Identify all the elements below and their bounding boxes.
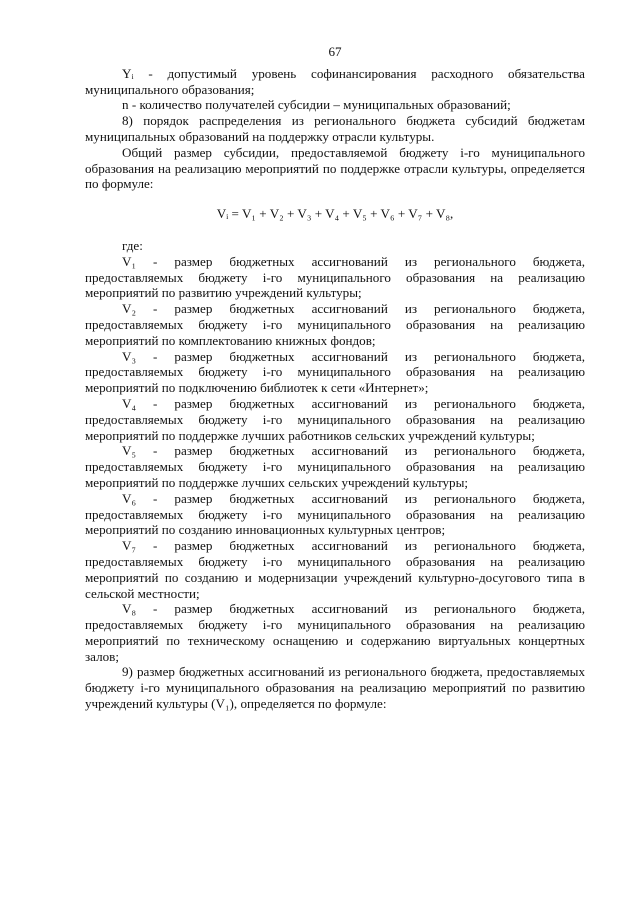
page-number: 67 [328, 44, 342, 59]
definition-v1: V₁ - размер бюджетных ассигнований из регионального бюджета, предоставляемых бюджету i-го муниципального образования на реализацию мероприятий по развитию учреждений культуры; [85, 253, 585, 301]
definition-v6: V₆ - размер бюджетных ассигнований из регионального бюджета, предоставляемых бюджету i-го муниципального образования на реализацию мероприятий по созданию инновационных культурных центров; [85, 490, 585, 538]
definition-v7: V₇ - размер бюджетных ассигнований из регионального бюджета, предоставляемых бюджету i-го муниципального образования на реализацию мероприятий по созданию и модернизации учреждений культурно-досугового типа в сельской местности; [85, 538, 585, 601]
paragraph-n-definition: n - количество получателей субсидии – муниципальных образований; [122, 97, 511, 113]
paragraph-item-9: 9) размер бюджетных ассигнований из регионального бюджета, предоставляемых бюджету i-го муниципального образования на реализацию мероприятий по развитию учреждений культуры (V₁), определяется по формуле: [85, 664, 585, 712]
definition-v5: V₅ - размер бюджетных ассигнований из регионального бюджета, предоставляемых бюджету i-го муниципального образования на реализацию мероприятий по поддержке лучших сельских учреждений культуры; [85, 443, 585, 490]
definition-v2: V₂ - размер бюджетных ассигнований из регионального бюджета, предоставляемых бюджету i-го муниципального образования на реализацию мероприятий по комплектованию книжных фондов; [85, 301, 585, 348]
definition-v3: V₃ - размер бюджетных ассигнований из регионального бюджета, предоставляемых бюджету i-го муниципального образования на реализацию мероприятий по подключению библиотек к сети «Интернет»; [85, 348, 585, 396]
document-page [85, 44, 585, 712]
formula-vi: Vᵢ = V₁ + V₂ + V₃ + V₄ + V₅ + V₆ + V₇ + V₈, [216, 206, 454, 222]
paragraph-total-subsidy: Общий размер субсидии, предоставляемой бюджету i-го муниципального образования на реализацию мероприятий по поддержке отрасли культуры, определяется по формуле: [85, 144, 585, 192]
paragraph-item-8: 8) порядок распределения из регионального бюджета субсидий бюджетам муниципальных образований на поддержку отрасли культуры. [85, 113, 585, 144]
definition-v4: V₄ - размер бюджетных ассигнований из регионального бюджета, предоставляемых бюджету i-го муниципального образования на реализацию мероприятий по поддержке лучших работников сельских учреждений культуры; [85, 395, 585, 443]
where-label: где: [122, 237, 143, 253]
paragraph-yi-definition: Yᵢ - допустимый уровень софинансирования расходного обязательства муниципального образования; [85, 65, 585, 97]
definition-v8: V₈ - размер бюджетных ассигнований из регионального бюджета, предоставляемых бюджету i-го муниципального образования на реализацию мероприятий по техническому оснащению и содержанию виртуальных концертных залов; [85, 601, 585, 664]
